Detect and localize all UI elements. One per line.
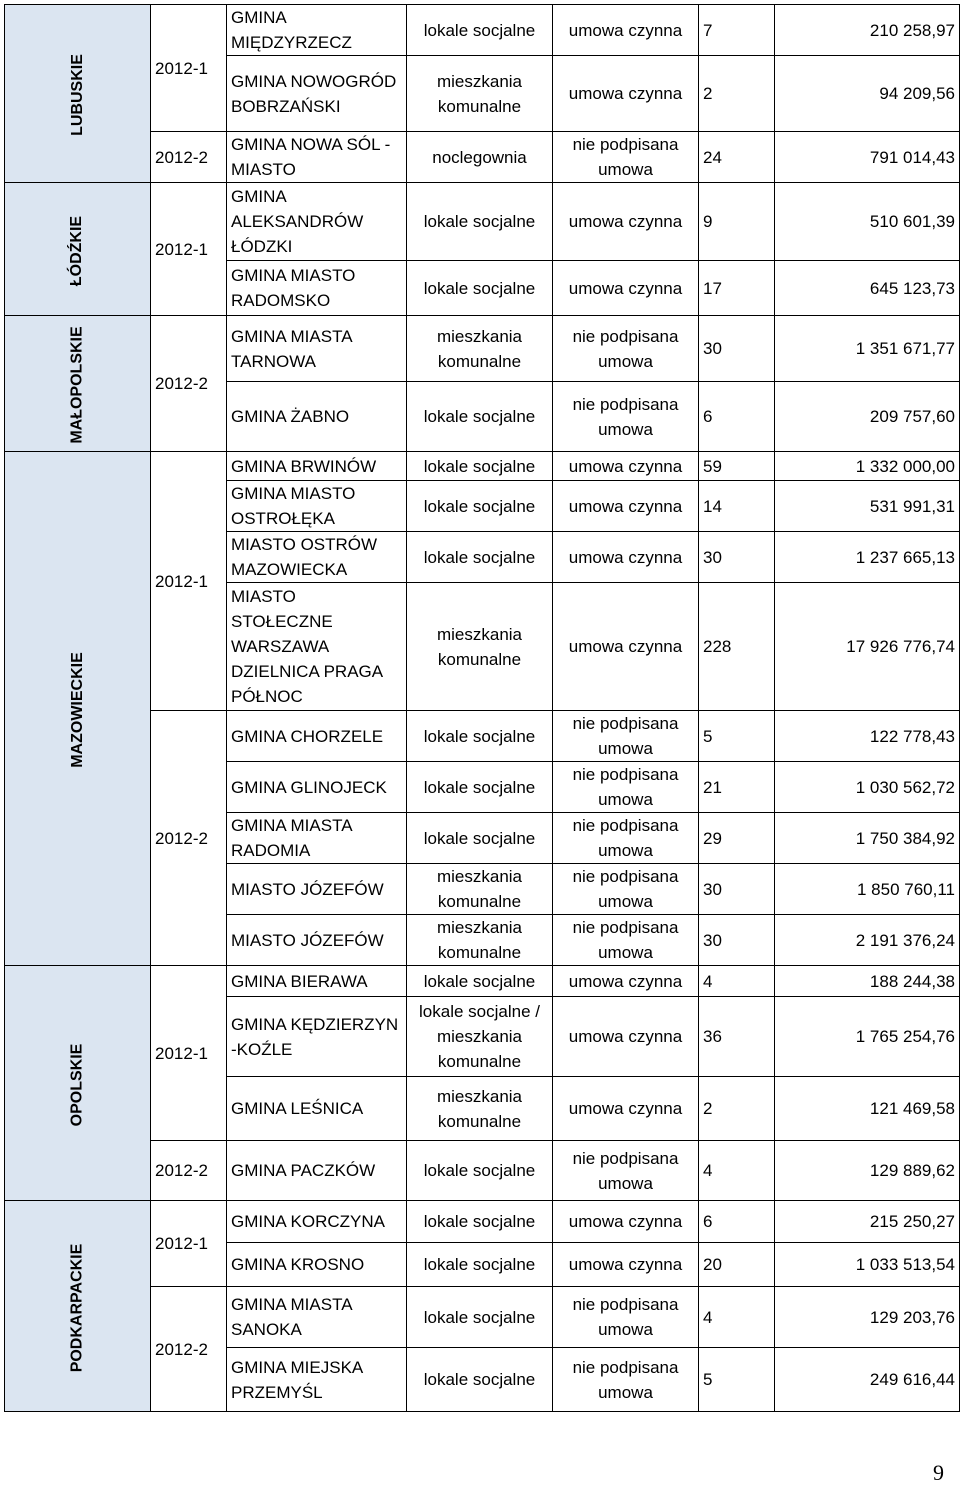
municipality-cell: GMINA NOWA SÓL - MIASTO xyxy=(227,132,407,183)
amount-cell: 1 765 254,76 xyxy=(775,997,960,1077)
status-cell: nie podpisana umowa xyxy=(553,864,699,915)
amount-cell: 188 244,38 xyxy=(775,966,960,997)
amount-cell: 1 351 671,77 xyxy=(775,316,960,382)
amount-cell: 210 258,97 xyxy=(775,5,960,56)
count-cell: 2 xyxy=(699,56,775,132)
municipality-cell: GMINA MIASTA SANOKA xyxy=(227,1287,407,1348)
type-cell: lokale socjalne xyxy=(407,382,553,452)
period-cell: 2012-2 xyxy=(151,1287,227,1412)
period-cell: 2012-2 xyxy=(151,1141,227,1201)
count-cell: 228 xyxy=(699,583,775,711)
status-cell: nie podpisana umowa xyxy=(553,1141,699,1201)
type-cell: mieszkania komunalne xyxy=(407,1077,553,1141)
table-row xyxy=(5,183,960,261)
type-cell: lokale socjalne xyxy=(407,762,553,813)
region-cell: OPOLSKIE xyxy=(5,966,151,1201)
count-cell: 4 xyxy=(699,966,775,997)
municipality-cell: GMINA ALEKSANDRÓW ŁÓDZKI xyxy=(227,183,407,261)
table-row xyxy=(5,966,960,997)
municipality-cell: MIASTO STOŁECZNE WARSZAWA DZIELNICA PRAGA PÓŁNOC xyxy=(227,583,407,711)
amount-cell: 215 250,27 xyxy=(775,1201,960,1243)
type-cell: mieszkania komunalne xyxy=(407,56,553,132)
status-cell: umowa czynna xyxy=(553,183,699,261)
status-cell: nie podpisana umowa xyxy=(553,1287,699,1348)
count-cell: 30 xyxy=(699,316,775,382)
region-cell: MAZOWIECKIE xyxy=(5,452,151,966)
amount-cell: 1 332 000,00 xyxy=(775,452,960,481)
type-cell: lokale socjalne xyxy=(407,5,553,56)
type-cell: lokale socjalne xyxy=(407,481,553,532)
amount-cell: 1 850 760,11 xyxy=(775,864,960,915)
status-cell: nie podpisana umowa xyxy=(553,711,699,762)
page-number: 9 xyxy=(933,1460,944,1485)
type-cell: lokale socjalne xyxy=(407,1201,553,1243)
period-cell: 2012-2 xyxy=(151,132,227,183)
municipality-cell: GMINA MIASTA RADOMIA xyxy=(227,813,407,864)
municipality-cell: GMINA MIASTO OSTROŁĘKA xyxy=(227,481,407,532)
amount-cell: 1 750 384,92 xyxy=(775,813,960,864)
period-cell: 2012-2 xyxy=(151,316,227,452)
region-cell: ŁÓDŹKIE xyxy=(5,183,151,316)
period-cell: 2012-1 xyxy=(151,5,227,132)
amount-cell: 645 123,73 xyxy=(775,261,960,316)
region-cell: LUBUSKIE xyxy=(5,5,151,183)
municipality-cell: GMINA BIERAWA xyxy=(227,966,407,997)
count-cell: 5 xyxy=(699,1348,775,1412)
status-cell: nie podpisana umowa xyxy=(553,1348,699,1412)
type-cell: lokale socjalne xyxy=(407,813,553,864)
type-cell: lokale socjalne xyxy=(407,452,553,481)
municipality-cell: GMINA LEŚNICA xyxy=(227,1077,407,1141)
type-cell: lokale socjalne xyxy=(407,532,553,583)
type-cell: lokale socjalne xyxy=(407,1243,553,1287)
type-cell: lokale socjalne xyxy=(407,1287,553,1348)
count-cell: 20 xyxy=(699,1243,775,1287)
count-cell: 6 xyxy=(699,1201,775,1243)
amount-cell: 531 991,31 xyxy=(775,481,960,532)
status-cell: umowa czynna xyxy=(553,481,699,532)
data-table xyxy=(4,4,960,1412)
municipality-cell: GMINA CHORZELE xyxy=(227,711,407,762)
amount-cell: 1 030 562,72 xyxy=(775,762,960,813)
municipality-cell: GMINA KORCZYNA xyxy=(227,1201,407,1243)
municipality-cell: GMINA MIASTA TARNOWA xyxy=(227,316,407,382)
period-cell: 2012-1 xyxy=(151,452,227,711)
count-cell: 7 xyxy=(699,5,775,56)
amount-cell: 129 889,62 xyxy=(775,1141,960,1201)
count-cell: 24 xyxy=(699,132,775,183)
type-cell: lokale socjalne xyxy=(407,711,553,762)
status-cell: nie podpisana umowa xyxy=(553,813,699,864)
status-cell: umowa czynna xyxy=(553,261,699,316)
status-cell: umowa czynna xyxy=(553,1077,699,1141)
amount-cell: 1 033 513,54 xyxy=(775,1243,960,1287)
count-cell: 9 xyxy=(699,183,775,261)
status-cell: umowa czynna xyxy=(553,997,699,1077)
municipality-cell: GMINA NOWOGRÓD BOBRZAŃSKI xyxy=(227,56,407,132)
table-row xyxy=(5,316,960,382)
period-cell: 2012-1 xyxy=(151,1201,227,1287)
municipality-cell: GMINA MIĘDZYRZECZ xyxy=(227,5,407,56)
type-cell: mieszkania komunalne xyxy=(407,864,553,915)
region-cell: MAŁOPOLSKIE xyxy=(5,316,151,452)
amount-cell: 129 203,76 xyxy=(775,1287,960,1348)
status-cell: umowa czynna xyxy=(553,532,699,583)
count-cell: 30 xyxy=(699,915,775,966)
type-cell: mieszkania komunalne xyxy=(407,583,553,711)
municipality-cell: MIASTO JÓZEFÓW xyxy=(227,864,407,915)
region-cell: PODKARPACKIE xyxy=(5,1201,151,1412)
status-cell: umowa czynna xyxy=(553,452,699,481)
amount-cell: 2 191 376,24 xyxy=(775,915,960,966)
status-cell: umowa czynna xyxy=(553,1243,699,1287)
amount-cell: 122 778,43 xyxy=(775,711,960,762)
amount-cell: 791 014,43 xyxy=(775,132,960,183)
type-cell: noclegownia xyxy=(407,132,553,183)
status-cell: nie podpisana umowa xyxy=(553,915,699,966)
status-cell: nie podpisana umowa xyxy=(553,762,699,813)
count-cell: 2 xyxy=(699,1077,775,1141)
amount-cell: 121 469,58 xyxy=(775,1077,960,1141)
municipality-cell: MIASTO JÓZEFÓW xyxy=(227,915,407,966)
type-cell: mieszkania komunalne xyxy=(407,915,553,966)
status-cell: nie podpisana umowa xyxy=(553,382,699,452)
type-cell: lokale socjalne xyxy=(407,183,553,261)
municipality-cell: GMINA KĘDZIERZYN -KOŹLE xyxy=(227,997,407,1077)
status-cell: umowa czynna xyxy=(553,56,699,132)
table-row xyxy=(5,452,960,481)
count-cell: 30 xyxy=(699,532,775,583)
amount-cell: 209 757,60 xyxy=(775,382,960,452)
status-cell: umowa czynna xyxy=(553,5,699,56)
status-cell: umowa czynna xyxy=(553,966,699,997)
amount-cell: 94 209,56 xyxy=(775,56,960,132)
municipality-cell: GMINA GLINOJECK xyxy=(227,762,407,813)
municipality-cell: MIASTO OSTRÓW MAZOWIECKA xyxy=(227,532,407,583)
municipality-cell: GMINA PACZKÓW xyxy=(227,1141,407,1201)
count-cell: 29 xyxy=(699,813,775,864)
municipality-cell: GMINA MIEJSKA PRZEMYŚL xyxy=(227,1348,407,1412)
count-cell: 4 xyxy=(699,1287,775,1348)
period-cell: 2012-1 xyxy=(151,183,227,316)
count-cell: 59 xyxy=(699,452,775,481)
municipality-cell: GMINA BRWINÓW xyxy=(227,452,407,481)
table-row xyxy=(5,5,960,56)
status-cell: umowa czynna xyxy=(553,583,699,711)
municipality-cell: GMINA MIASTO RADOMSKO xyxy=(227,261,407,316)
table-row xyxy=(5,1201,960,1243)
count-cell: 14 xyxy=(699,481,775,532)
count-cell: 5 xyxy=(699,711,775,762)
amount-cell: 17 926 776,74 xyxy=(775,583,960,711)
count-cell: 4 xyxy=(699,1141,775,1201)
count-cell: 21 xyxy=(699,762,775,813)
municipality-cell: GMINA ŻABNO xyxy=(227,382,407,452)
count-cell: 36 xyxy=(699,997,775,1077)
count-cell: 30 xyxy=(699,864,775,915)
amount-cell: 1 237 665,13 xyxy=(775,532,960,583)
status-cell: umowa czynna xyxy=(553,1201,699,1243)
status-cell: nie podpisana umowa xyxy=(553,316,699,382)
type-cell: lokale socjalne xyxy=(407,966,553,997)
municipality-cell: GMINA KROSNO xyxy=(227,1243,407,1287)
count-cell: 6 xyxy=(699,382,775,452)
period-cell: 2012-1 xyxy=(151,966,227,1141)
type-cell: lokale socjalne / mieszkania komunalne xyxy=(407,997,553,1077)
type-cell: mieszkania komunalne xyxy=(407,316,553,382)
period-cell: 2012-2 xyxy=(151,711,227,966)
type-cell: lokale socjalne xyxy=(407,1141,553,1201)
type-cell: lokale socjalne xyxy=(407,1348,553,1412)
count-cell: 17 xyxy=(699,261,775,316)
status-cell: nie podpisana umowa xyxy=(553,132,699,183)
amount-cell: 510 601,39 xyxy=(775,183,960,261)
amount-cell: 249 616,44 xyxy=(775,1348,960,1412)
type-cell: lokale socjalne xyxy=(407,261,553,316)
